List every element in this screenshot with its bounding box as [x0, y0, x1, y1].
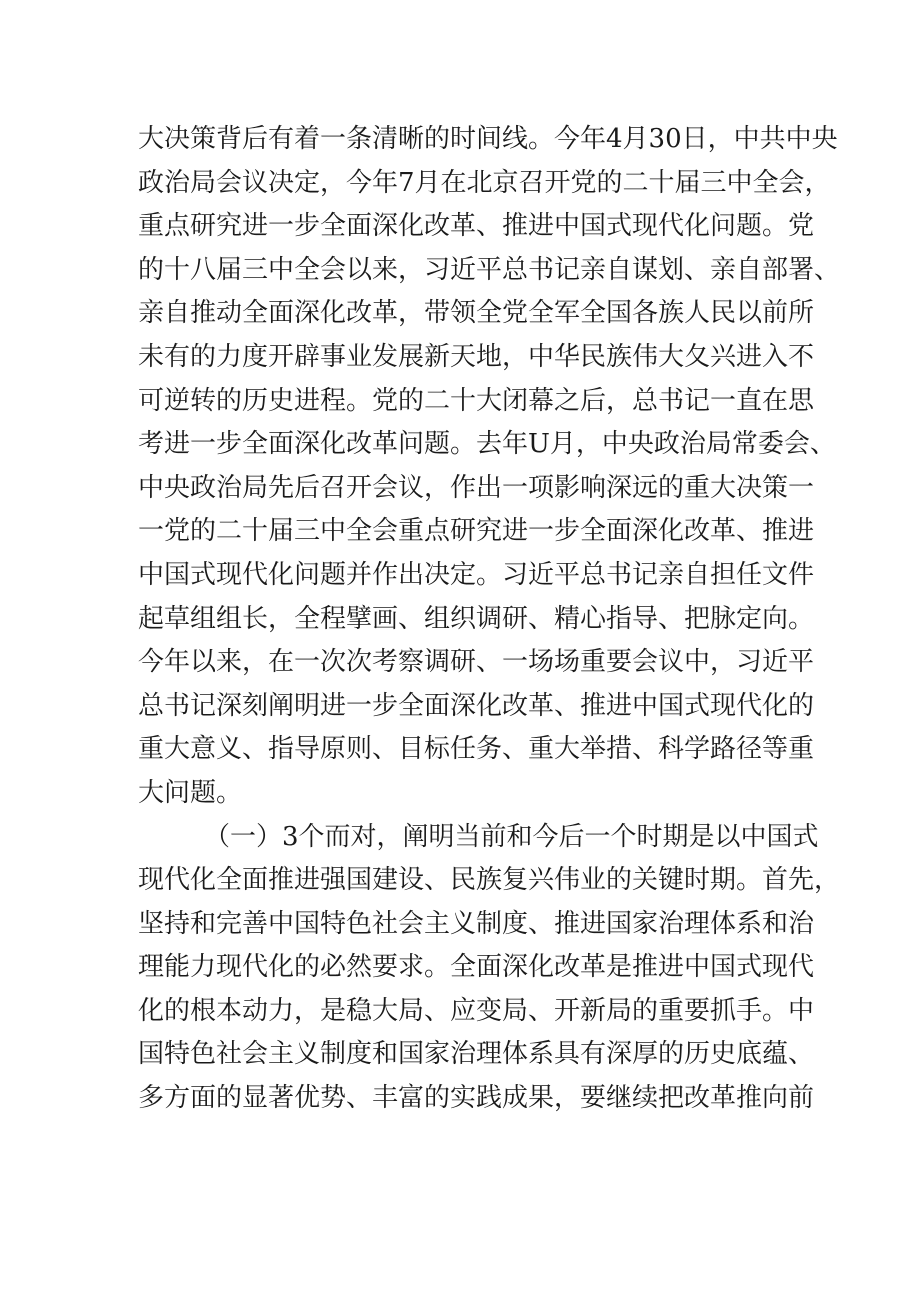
- text-line: 中央政治局先后召开会议，作出一项影响深远的重大决策一: [138, 472, 815, 503]
- paragraph-2: [138, 816, 841, 1121]
- text-line: 起草组组长，全程擘画、组织调研、精心指导、把脉定向。: [138, 603, 815, 634]
- text-line: 的十八届三中全会以来，习近平总书记亲自谋划、亲自部署、: [138, 254, 841, 285]
- text-line: 今年以来，在一次次考察调研、一场场重要会议中，习近平: [138, 647, 815, 678]
- text-line: 一党的二十届三中全会重点研究进一步全面深化改革、推进: [138, 516, 815, 547]
- text-line: 未有的力度开辟事业发展新天地，中华民族伟大夂兴进入不: [138, 341, 815, 372]
- text-line: 化的根本动力，是稳大局、应变局、开新局的重要抓手。中: [138, 995, 815, 1026]
- text-line: 可逆转的历史进程。党的二十大闭幕之后，总书记一直在思: [138, 385, 815, 416]
- text-line: 政治局会议决定，今年7月在北京召开党的二十届三中全会，: [138, 167, 831, 198]
- text-line: 考进一步全面深化改革问题。去年U月，中央政治局常委会、: [138, 429, 836, 460]
- text-line: 亲自推动全面深化改革，带领全党全军全国各族人民以前所: [138, 298, 815, 329]
- text-line: 总书记深刻阐明进一步全面深化改革、推进中国式现代化的: [138, 690, 815, 721]
- text-line: 重大意义、指导原则、目标任务、重大举措、科学路径等重: [138, 734, 815, 765]
- document-body: [138, 118, 841, 1121]
- paragraph-1: [138, 118, 841, 816]
- text-line: 大决策背后有着一条清晰的时间线。今年4月30日，中共中央: [138, 124, 838, 154]
- text-line: 国特色社会主义制度和国家治理体系具有深厚的历史底蕴、: [138, 1039, 815, 1070]
- text-line: 中国式现代化问题并作出决定。习近平总书记亲自担任文件: [138, 559, 815, 590]
- text-line: 现代化全面推进强国建设、民族复兴伟业的关键时期。首先，: [138, 865, 841, 896]
- text-line: 大问题。: [138, 777, 243, 808]
- text-line: （一）3个而对，阐明当前和今后一个时期是以中国式: [204, 821, 819, 852]
- text-line: 重点研究进一步全面深化改革、推进中国式现代化问题。党: [138, 211, 815, 242]
- text-line: 理能力现代化的必然要求。全面深化改革是推进中国式现代: [138, 952, 815, 983]
- text-line: 多方面的显著优势、丰富的实践成果，要继续把改革推向前: [138, 1083, 815, 1114]
- text-line: 坚持和完善中国特色社会主义制度、推进国家治理体系和治: [138, 908, 815, 939]
